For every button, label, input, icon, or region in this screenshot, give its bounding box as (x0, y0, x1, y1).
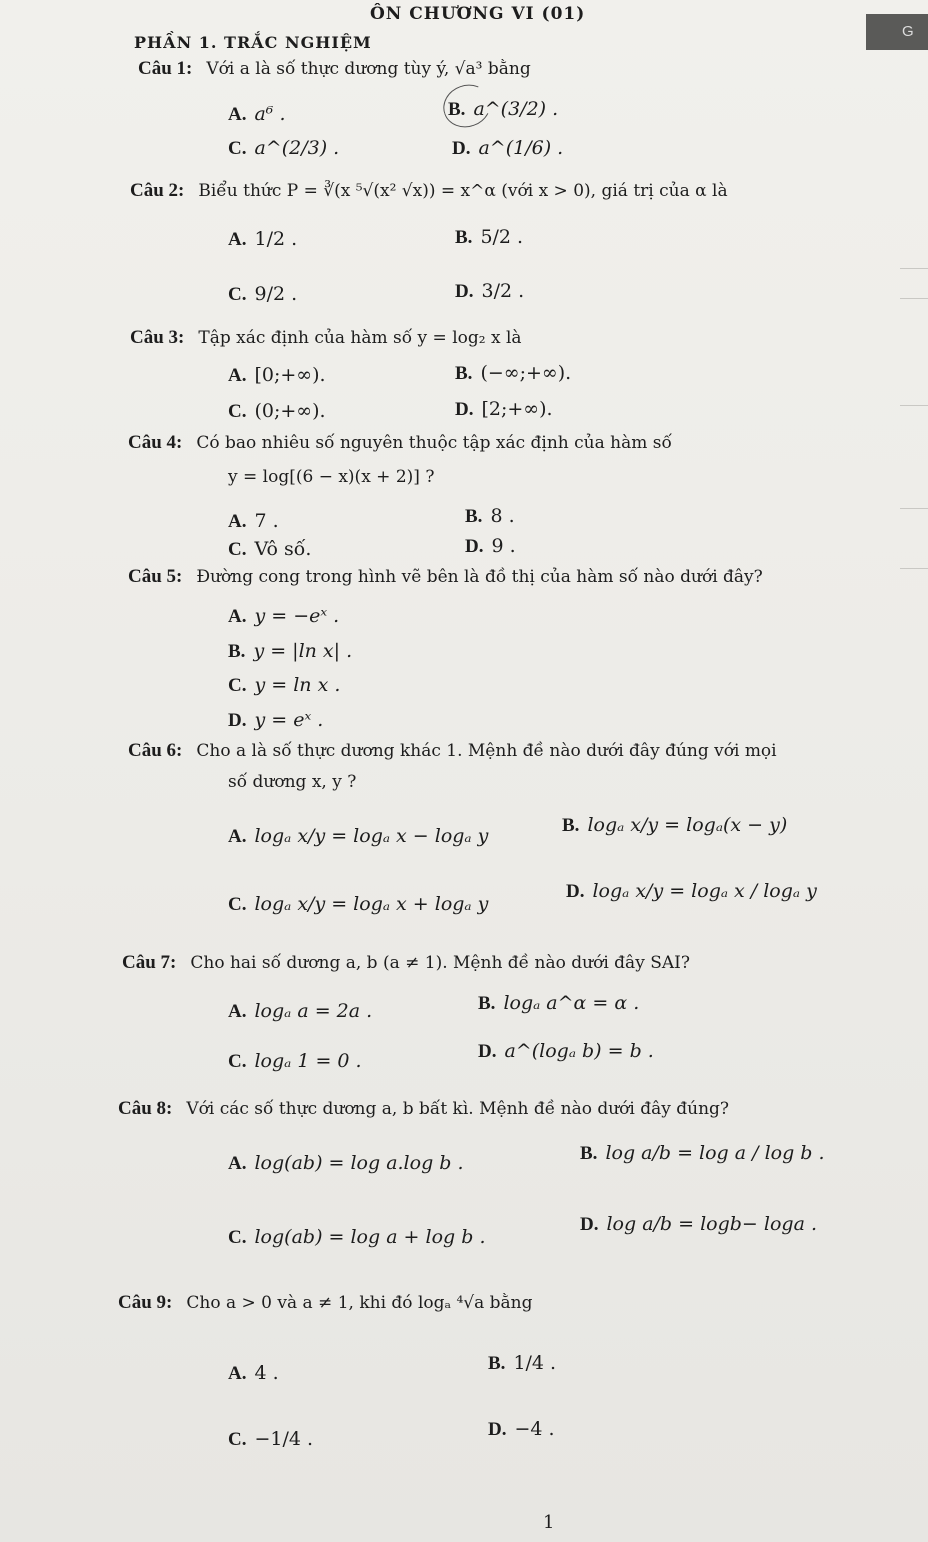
option-4c: C. Vô số. (228, 538, 312, 560)
option-5b: B. y = |ln x| . (228, 640, 353, 662)
option-8c: C. log(ab) = log a + log b . (228, 1226, 486, 1248)
option-1b: B. a^(3/2) . (448, 98, 559, 120)
question-4-formula: y = log[(6 − x)(x + 2)] ? (228, 467, 435, 487)
margin-rule (900, 405, 928, 406)
corner-tab: G (866, 14, 928, 50)
question-9: Câu 9: Cho a > 0 và a ≠ 1, khi đó logₐ ⁴√a bằng (118, 1292, 533, 1313)
question-7: Câu 7: Cho hai số dương a, b (a ≠ 1). Mệnh đề nào dưới đây SAI? (122, 952, 690, 973)
page-title: ÔN CHƯƠNG VI (01) (370, 4, 586, 24)
option-1d: D. a^(1/6) . (452, 137, 564, 159)
option-6c: C. logₐ x/y = logₐ x + logₐ y (228, 893, 489, 915)
option-1c: C. a^(2/3) . (228, 137, 340, 159)
option-9d: D. −4 . (488, 1418, 555, 1440)
option-3c: C. (0;+∞). (228, 400, 326, 422)
option-5a: A. y = −eˣ . (228, 605, 340, 627)
margin-rule (900, 298, 928, 299)
option-7d: D. a^(logₐ b) = b . (478, 1040, 654, 1062)
option-1a: A. a⁶ . (228, 103, 286, 125)
option-2c: C. 9/2 . (228, 283, 298, 305)
margin-rule (900, 508, 928, 509)
option-2b: B. 5/2 . (455, 226, 524, 248)
question-stem: Với a là số thực dương tùy ý, √a³ bằng (206, 59, 531, 79)
option-7a: A. logₐ a = 2a . (228, 1000, 373, 1022)
option-9c: C. −1/4 . (228, 1428, 314, 1450)
question-3: Câu 3: Tập xác định của hàm số y = log₂ x là (130, 327, 522, 348)
question-4: Câu 4: Có bao nhiêu số nguyên thuộc tập xác định của hàm số (128, 432, 672, 453)
option-6d: D. logₐ x/y = logₐ x / logₐ y (566, 880, 817, 902)
option-4a: A. 7 . (228, 510, 279, 532)
question-6-cont: số dương x, y ? (228, 772, 357, 792)
page-number: 1 (543, 1512, 555, 1533)
option-7b: B. logₐ a^α = α . (478, 992, 640, 1014)
option-4d: D. 9 . (465, 535, 516, 557)
option-6b: B. logₐ x/y = logₐ(x − y) (562, 814, 788, 836)
question-2: Câu 2: Biểu thức P = ∛(x ⁵√(x² √x)) = x^α (với x > 0), giá trị của α là (130, 180, 728, 201)
option-5d: D. y = eˣ . (228, 709, 324, 731)
margin-rule (900, 568, 928, 569)
option-6a: A. logₐ x/y = logₐ x − logₐ y (228, 825, 489, 847)
option-8d: D. log a/b = logb− loga . (580, 1213, 817, 1235)
option-3a: A. [0;+∞). (228, 364, 326, 386)
option-2a: A. 1/2 . (228, 228, 298, 250)
question-8: Câu 8: Với các số thực dương a, b bất kì. Mệnh đề nào dưới đây đúng? (118, 1098, 730, 1119)
question-6: Câu 6: Cho a là số thực dương khác 1. Mệnh đề nào dưới đây đúng với mọi (128, 740, 777, 761)
option-3b: B. (−∞;+∞). (455, 362, 572, 384)
option-9b: B. 1/4 . (488, 1352, 557, 1374)
question-5: Câu 5: Đường cong trong hình vẽ bên là đồ thị của hàm số nào dưới đây? (128, 566, 763, 587)
option-7c: C. logₐ 1 = 0 . (228, 1050, 362, 1072)
question-label: Câu 1: (138, 58, 193, 79)
option-9a: A. 4 . (228, 1362, 279, 1384)
option-3d: D. [2;+∞). (455, 398, 553, 420)
margin-rule (900, 268, 928, 269)
option-8a: A. log(ab) = log a.log b . (228, 1152, 464, 1174)
section-heading: PHẦN 1. TRẮC NGHIỆM (134, 33, 372, 52)
option-2d: D. 3/2 . (455, 280, 525, 302)
option-5c: C. y = ln x . (228, 674, 341, 696)
option-4b: B. 8 . (465, 505, 515, 527)
option-8b: B. log a/b = log a / log b . (580, 1142, 825, 1164)
question-1 (138, 58, 531, 80)
